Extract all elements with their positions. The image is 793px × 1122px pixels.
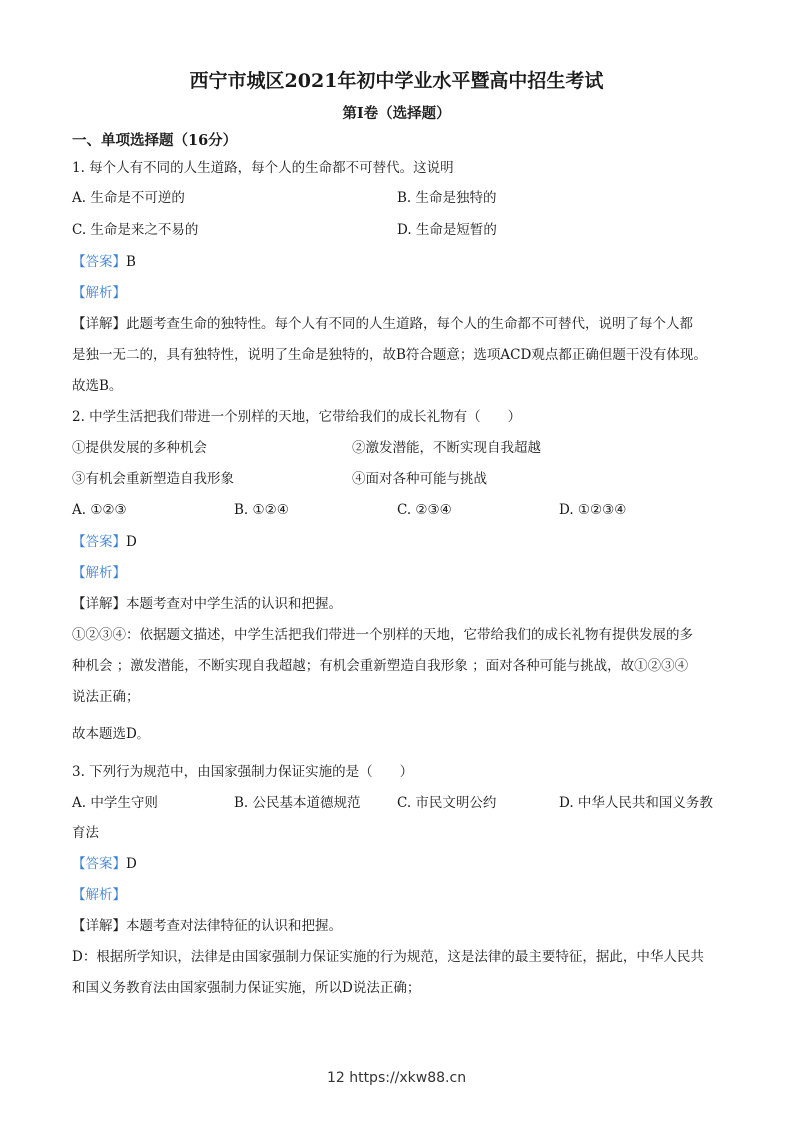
q1-detail-line-2: 是独一无二的，具有独特性，说明了生命是独特的，故B符合题意；选项ACD观点都正确但题干没有体现。 <box>72 347 707 363</box>
q3-answer <box>72 854 137 874</box>
q2-statement-3: ③有机会重新塑造自我形象 <box>72 471 234 487</box>
q1-stem: 1. 每个人有不同的人生道路，每个人的生命都不可替代。这说明 <box>72 160 454 176</box>
q3-analysis-tag: 【解析】 <box>72 887 126 903</box>
q2-statement-2: ②激发潜能，不断实现自我超越 <box>352 440 541 456</box>
answer-value: D <box>126 856 137 872</box>
detail-text: 此题考查生命的独特性。每个人有不同的人生道路，每个人的生命都不可替代，说明了每个人都 <box>126 316 693 332</box>
q2-option-c: C. ②③④ <box>397 502 452 518</box>
detail-tag: 【详解】 <box>72 316 126 332</box>
q3-detail-line-1 <box>72 916 342 936</box>
q3-detail-line-3: 和国义务教育法由国家强制力保证实施，所以D说法正确； <box>72 980 421 996</box>
q1-option-d: D. 生命是短暂的 <box>397 222 497 238</box>
q2-detail-line-4: 说法正确； <box>72 689 140 705</box>
exam-title: 西宁市城区2021年初中学业水平暨高中招生考试 <box>189 70 604 92</box>
q2-option-a: A. ①②③ <box>72 502 127 518</box>
q1-option-c: C. 生命是来之不易的 <box>72 222 199 238</box>
answer-tag: 【答案】 <box>72 856 126 872</box>
answer-tag: 【答案】 <box>72 534 126 550</box>
detail-tag: 【详解】 <box>72 596 126 612</box>
detail-text: 故本题选D <box>72 726 137 742</box>
q3-option-d-continued: 育法 <box>72 825 99 841</box>
q2-option-b: B. ①②④ <box>234 502 289 518</box>
q3-detail-line-2: D：根据所学知识，法律是由国家强制力保证实施的行为规范，这是法律的最主要特征，据此，中华人民共 <box>72 949 704 965</box>
q2-option-d: D. ①②③④ <box>559 502 627 518</box>
detail-tag: 【详解】 <box>72 918 126 934</box>
q2-analysis-tag: 【解析】 <box>72 565 126 581</box>
q1-option-b: B. 生命是独特的 <box>397 190 497 206</box>
q1-option-a: A. 生命是不可逆的 <box>72 190 185 206</box>
q2-stem: 2. 中学生活把我们带进一个别样的天地，它带给我们的成长礼物有（ ） <box>72 409 522 425</box>
q1-analysis-tag: 【解析】 <box>72 285 126 301</box>
q2-detail-line-2: ①②③④：依据题文描述，中学生活把我们带进一个别样的天地，它带给我们的成长礼物有提供发展的多 <box>72 627 693 643</box>
q2-answer <box>72 532 137 552</box>
q2-detail-line-3: 种机会 ；激发潜能，不断实现自我超越；有机会重新塑造自我形象 ；面对各种可能与挑战，故①②③④ <box>72 658 689 674</box>
q1-answer <box>72 252 136 272</box>
q1-detail-line-1 <box>72 314 693 334</box>
detail-text: 本题考查对法律特征的认识和把握。 <box>126 918 342 934</box>
detail-period: 。 <box>136 728 148 741</box>
q2-detail-line-5 <box>72 724 148 745</box>
detail-text: 本题考查对中学生活的认识和把握。 <box>126 596 342 612</box>
q3-option-c: C. 市民文明公约 <box>397 795 497 811</box>
q1-detail-line-3: 故选B。 <box>72 378 123 394</box>
answer-value: D <box>126 534 137 550</box>
answer-tag: 【答案】 <box>72 254 126 270</box>
q3-option-b: B. 公民基本道德规范 <box>234 795 361 811</box>
section-heading: 一、单项选择题（16分） <box>72 132 238 149</box>
exam-subtitle: 第I卷（选择题） <box>342 105 451 122</box>
q3-option-a: A. 中学生守则 <box>72 795 158 811</box>
q3-option-d: D. 中华人民共和国义务教 <box>559 795 713 811</box>
answer-value: B <box>126 254 136 270</box>
q2-detail-line-1 <box>72 594 342 614</box>
q2-statement-1: ①提供发展的多种机会 <box>72 440 207 456</box>
q3-stem: 3. 下列行为规范中，由国家强制力保证实施的是（ ） <box>72 764 414 780</box>
q2-statement-4: ④面对各种可能与挑战 <box>352 471 487 487</box>
page-footer: 12 https://xkw88.cn <box>326 1070 467 1086</box>
